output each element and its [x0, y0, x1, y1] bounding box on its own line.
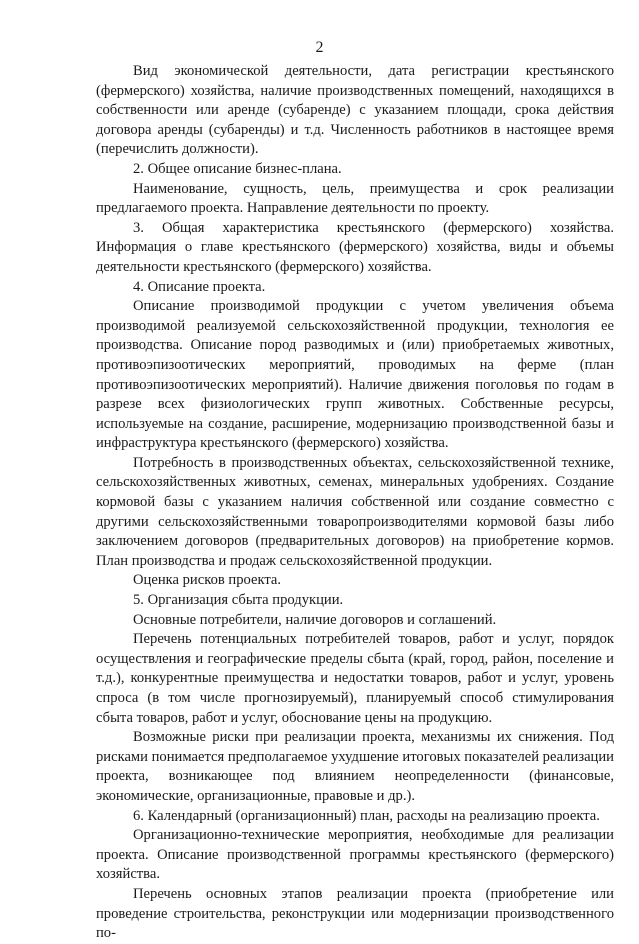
section-heading-5: 5. Организация сбыта продукции. [133, 592, 344, 609]
paragraph-main-consumers: Основные потребители, наличие договоров и соглашений. [133, 611, 497, 628]
paragraph-potential-consumers: Перечень потенциальных потребителей товаров, работ и услуг, порядок осуществления и географические пределы сбыта (край, город, район, поселение и т.д.), конкурентные преимущества и недостатки товаров, работ и услуг, уровень спроса (в том числе прогнозируемый), планируемый способ стимулирования сбыта товаров, работ и услуг, обоснование цены на продукцию. [96, 631, 614, 726]
document-body [96, 62, 614, 944]
paragraph-product-description: Описание производимой продукции с учетом увеличения объема производимой реализуемой сельскохозяйственной продукции, технология ее производства. Описание пород разводимых и (или) приобретаемых животных, противоэпизоотических мероприятий, проводимых на ферме (план противоэпизоотических мероприятий). Наличие движения поголовья по годам в разрезе всех физиологических групп животных. Собственные ресурсы, используемые на создание, расширение, модернизацию производственной базы и инфраструктура крестьянского (фермерского) хозяйства. [96, 298, 614, 452]
paragraph-technical-measures: Организационно-технические мероприятия, необходимые для реализации проекта. Описание производственной программы крестьянского (фермерского) хозяйства. [96, 827, 614, 883]
paragraph-production-needs: Потребность в производственных объектах, сельскохозяйственной технике, сельскохозяйственных животных, семенах, минеральных удобрениях. Создание кормовой базы с указанием наличия собственной или создание совместно с другими сельскохозяйственными товаропроизводителями кормовой базы либо заключением договоров (предварительных договоров) на приобретение кормов. План производства и продаж сельскохозяйственной продукции. [96, 454, 614, 569]
section-heading-6: 6. Календарный (организационный) план, расходы на реализацию проекта. [133, 807, 600, 824]
paragraph-possible-risks: Возможные риски при реализации проекта, механизмы их снижения. Под рисками понимается предполагаемое ухудшение итоговых показателей реализации проекта, возникающее под влиянием неопределенности (финансовые, экономические, организационные, правовые и др.). [96, 729, 614, 804]
paragraph-activity-description: Вид экономической деятельности, дата регистрации крестьянского (фермерского) хозяйства, наличие производственных помещений, находящихся в собственности или аренде (субаренде) с указанием площади, срока действия договора аренды (субаренды) и т.д. Численность работников в настоящее время (перечислить должности). [96, 63, 614, 158]
paragraph-risk-assessment: Оценка рисков проекта. [133, 572, 282, 589]
section-heading-4: 4. Описание проекта. [133, 278, 266, 295]
section-heading-2: 2. Общее описание бизнес-плана. [133, 160, 342, 177]
paragraph-project-stages: Перечень основных этапов реализации проекта (приобретение или проведение строительства, реконструкции или модернизации производственного по- [96, 885, 614, 942]
page-number: 2 [315, 39, 324, 56]
paragraph-section-3: 3. Общая характеристика крестьянского (фермерского) хозяйства. Информация о главе крестьянского (фермерского) хозяйства, виды и объемы деятельности крестьянского (фермерского) хозяйства. [96, 219, 614, 275]
paragraph-project-summary: Наименование, сущность, цель, преимущества и срок реализации предлагаемого проекта. Направление деятельности по проекту. [96, 180, 614, 217]
